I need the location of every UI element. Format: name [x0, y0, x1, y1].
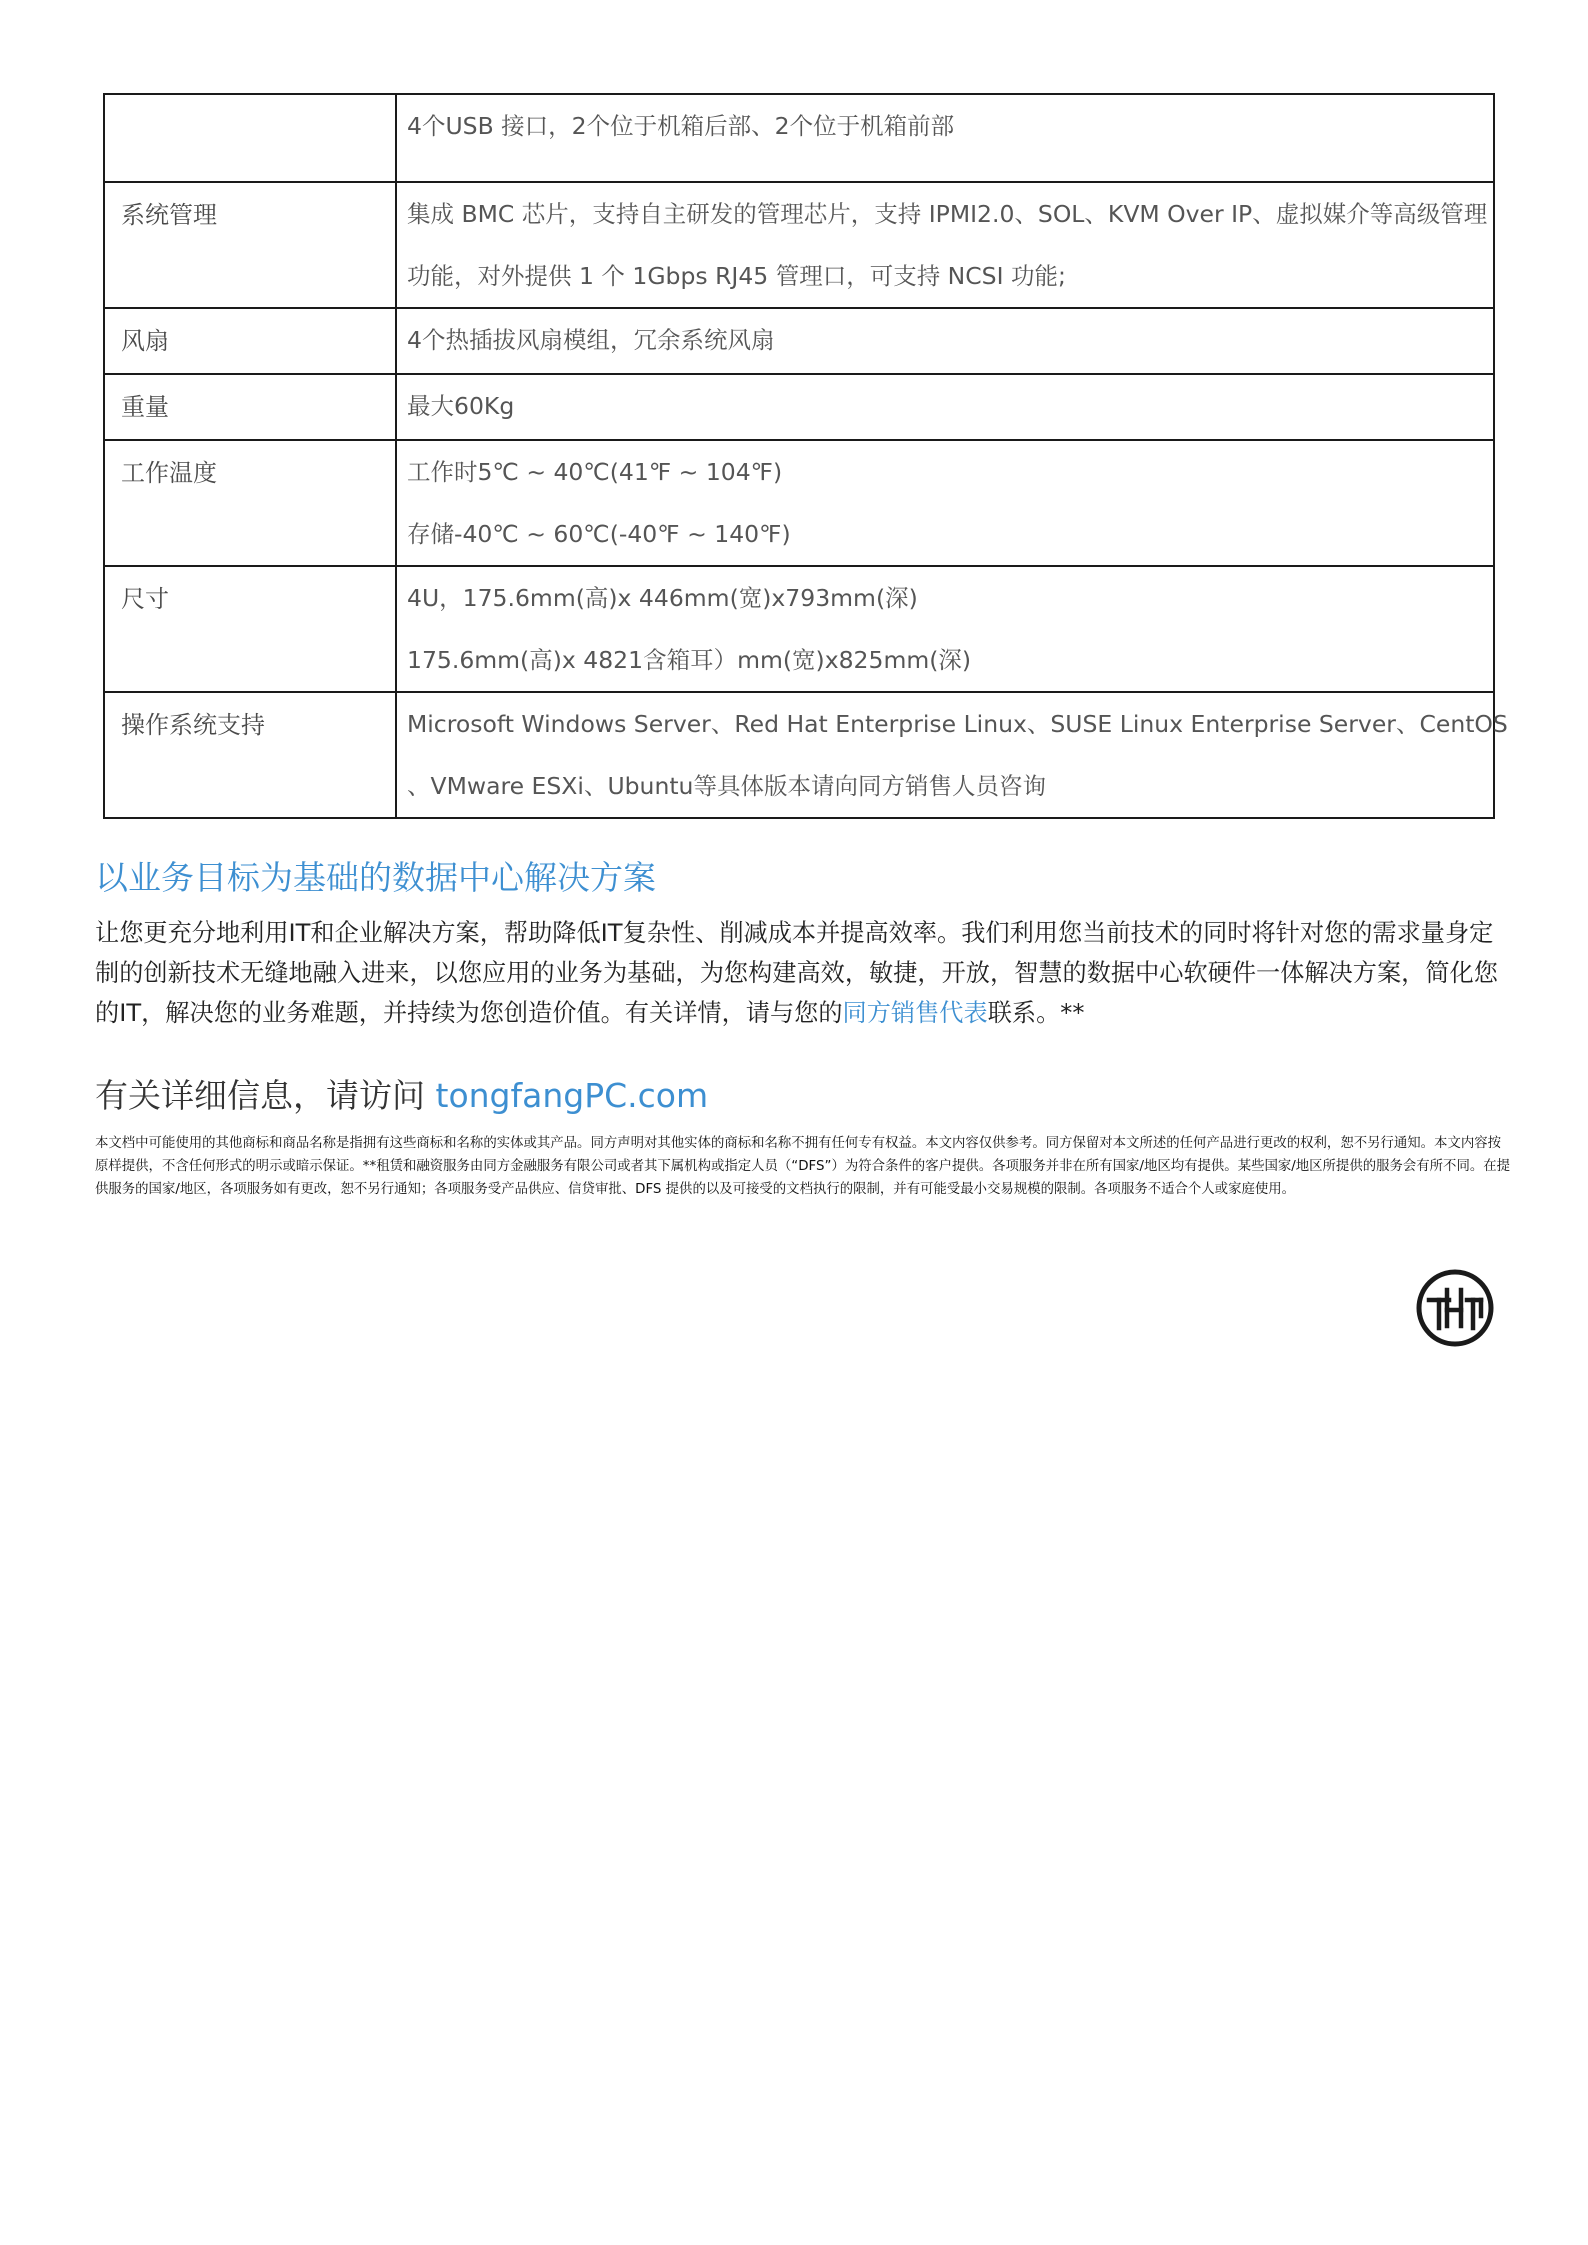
spec-row: [104, 94, 1494, 182]
sales-rep-link[interactable]: 同方销售代表: [842, 999, 988, 1027]
spec-table: [103, 93, 1508, 819]
spec-label: 重量: [121, 393, 169, 421]
spec-value-line: 、VMware ESXi、Ubuntu等具体版本请向同方销售人员咨询: [407, 772, 1046, 800]
solution-text-end: 联系。**: [987, 999, 1085, 1027]
spec-row: [104, 374, 1494, 440]
spec-table-body: [104, 94, 1508, 818]
solution-heading: 以业务目标为基础的数据中心解决方案: [95, 858, 656, 897]
more-info-prefix: 有关详细信息，请访问: [95, 1076, 436, 1115]
spec-label: 工作温度: [121, 459, 217, 487]
spec-label-cell: [104, 566, 396, 692]
spec-label: 风扇: [121, 327, 169, 355]
solution-paragraph: [95, 913, 1505, 1033]
spec-value-line: 最大60Kg: [407, 392, 515, 420]
spec-label-cell: [104, 308, 396, 374]
spec-label-cell: [104, 182, 396, 308]
spec-value-cell: [396, 440, 1494, 566]
website-link[interactable]: tongfangPC.com: [435, 1076, 709, 1115]
spec-label: 操作系统支持: [121, 711, 265, 739]
spec-value-cell: [396, 308, 1494, 374]
spec-row: [104, 566, 1494, 692]
brand-logo-icon: [1415, 1268, 1495, 1348]
spec-value-line: 功能，对外提供 1 个 1Gbps RJ45 管理口，可支持 NCSI 功能;: [407, 262, 1066, 290]
spec-row: [104, 692, 1494, 818]
spec-value-line: 存储-40℃ ~ 60℃(-40℉ ~ 140℉): [407, 520, 791, 548]
spec-value-cell: [396, 182, 1494, 308]
spec-label-cell: [104, 440, 396, 566]
legal-disclaimer: 本文档中可能使用的其他商标和商品名称是指拥有这些商标和名称的实体或其产品。同方声明对其他实体的商标和名称不拥有任何专有权益。本文内容仅供参考。同方保留对本文所述的任何产品进行更改的权利，恕不另行通知。本文内容按原样提供，不含任何形式的明示或暗示保证。**租赁和融资服务由同方金融服务有限公司或者其下属机构或指定人员（“DFS”）为符合条件的客户提供。各项服务并非在所有国家/地区均有提供。某些国家/地区所提供的服务会有所不同。在提供服务的国家/地区，各项服务如有更改，恕不另行通知；各项服务受产品供应、信贷审批、DFS 提供的以及可接受的文档执行的限制，并有可能受最小交易规模的限制。各项服务不适合个人或家庭使用。: [95, 1136, 1511, 1197]
spec-label-cell: [104, 692, 396, 818]
spec-value-cell: [396, 692, 1508, 818]
spec-value-line: 工作时5℃ ~ 40℃(41℉ ~ 104℉): [407, 458, 783, 486]
spec-label: 系统管理: [121, 201, 217, 229]
spec-row: [104, 308, 1494, 374]
spec-value-cell: [396, 566, 1494, 692]
spec-row: [104, 182, 1494, 308]
spec-label-cell: [104, 94, 396, 182]
spec-label: 尺寸: [121, 585, 169, 613]
spec-value-line: 4个USB 接口，2个位于机箱后部、2个位于机箱前部: [407, 112, 955, 140]
spec-value-line: 集成 BMC 芯片，支持自主研发的管理芯片，支持 IPMI2.0、SOL、KVM Over IP、虚拟媒介等高级管理: [407, 200, 1488, 228]
spec-value-line: 4个热插拔风扇模组，冗余系统风扇: [407, 326, 775, 354]
spec-value-cell: [396, 374, 1494, 440]
spec-value-line: 175.6mm(高)x 4821含箱耳）mm(宽)x825mm(深): [407, 646, 972, 674]
solution-text: 让您更充分地利用IT和企业解决方案，帮助降低IT复杂性、削减成本并提高效率。我们利用您当前技术的同时将针对您的需求量身定制的创新技术无缝地融入进来，以您应用的业务为基础，为您构建高效，敏捷，开放，智慧的数据中心软硬件一体解决方案，简化您的IT，解决您的业务难题，并持续为您创造价值。有关详情，请与您的: [95, 919, 1498, 1027]
spec-row: [104, 440, 1494, 566]
spec-label-cell: [104, 374, 396, 440]
spec-value-line: Microsoft Windows Server、Red Hat Enterprise Linux、SUSE Linux Enterprise Server、CentOS: [407, 710, 1508, 738]
spec-value-line: 4U，175.6mm(高)x 446mm(宽)x793mm(深): [407, 584, 918, 612]
spec-value-cell: [396, 94, 1494, 182]
more-info-heading: [95, 1070, 708, 1117]
